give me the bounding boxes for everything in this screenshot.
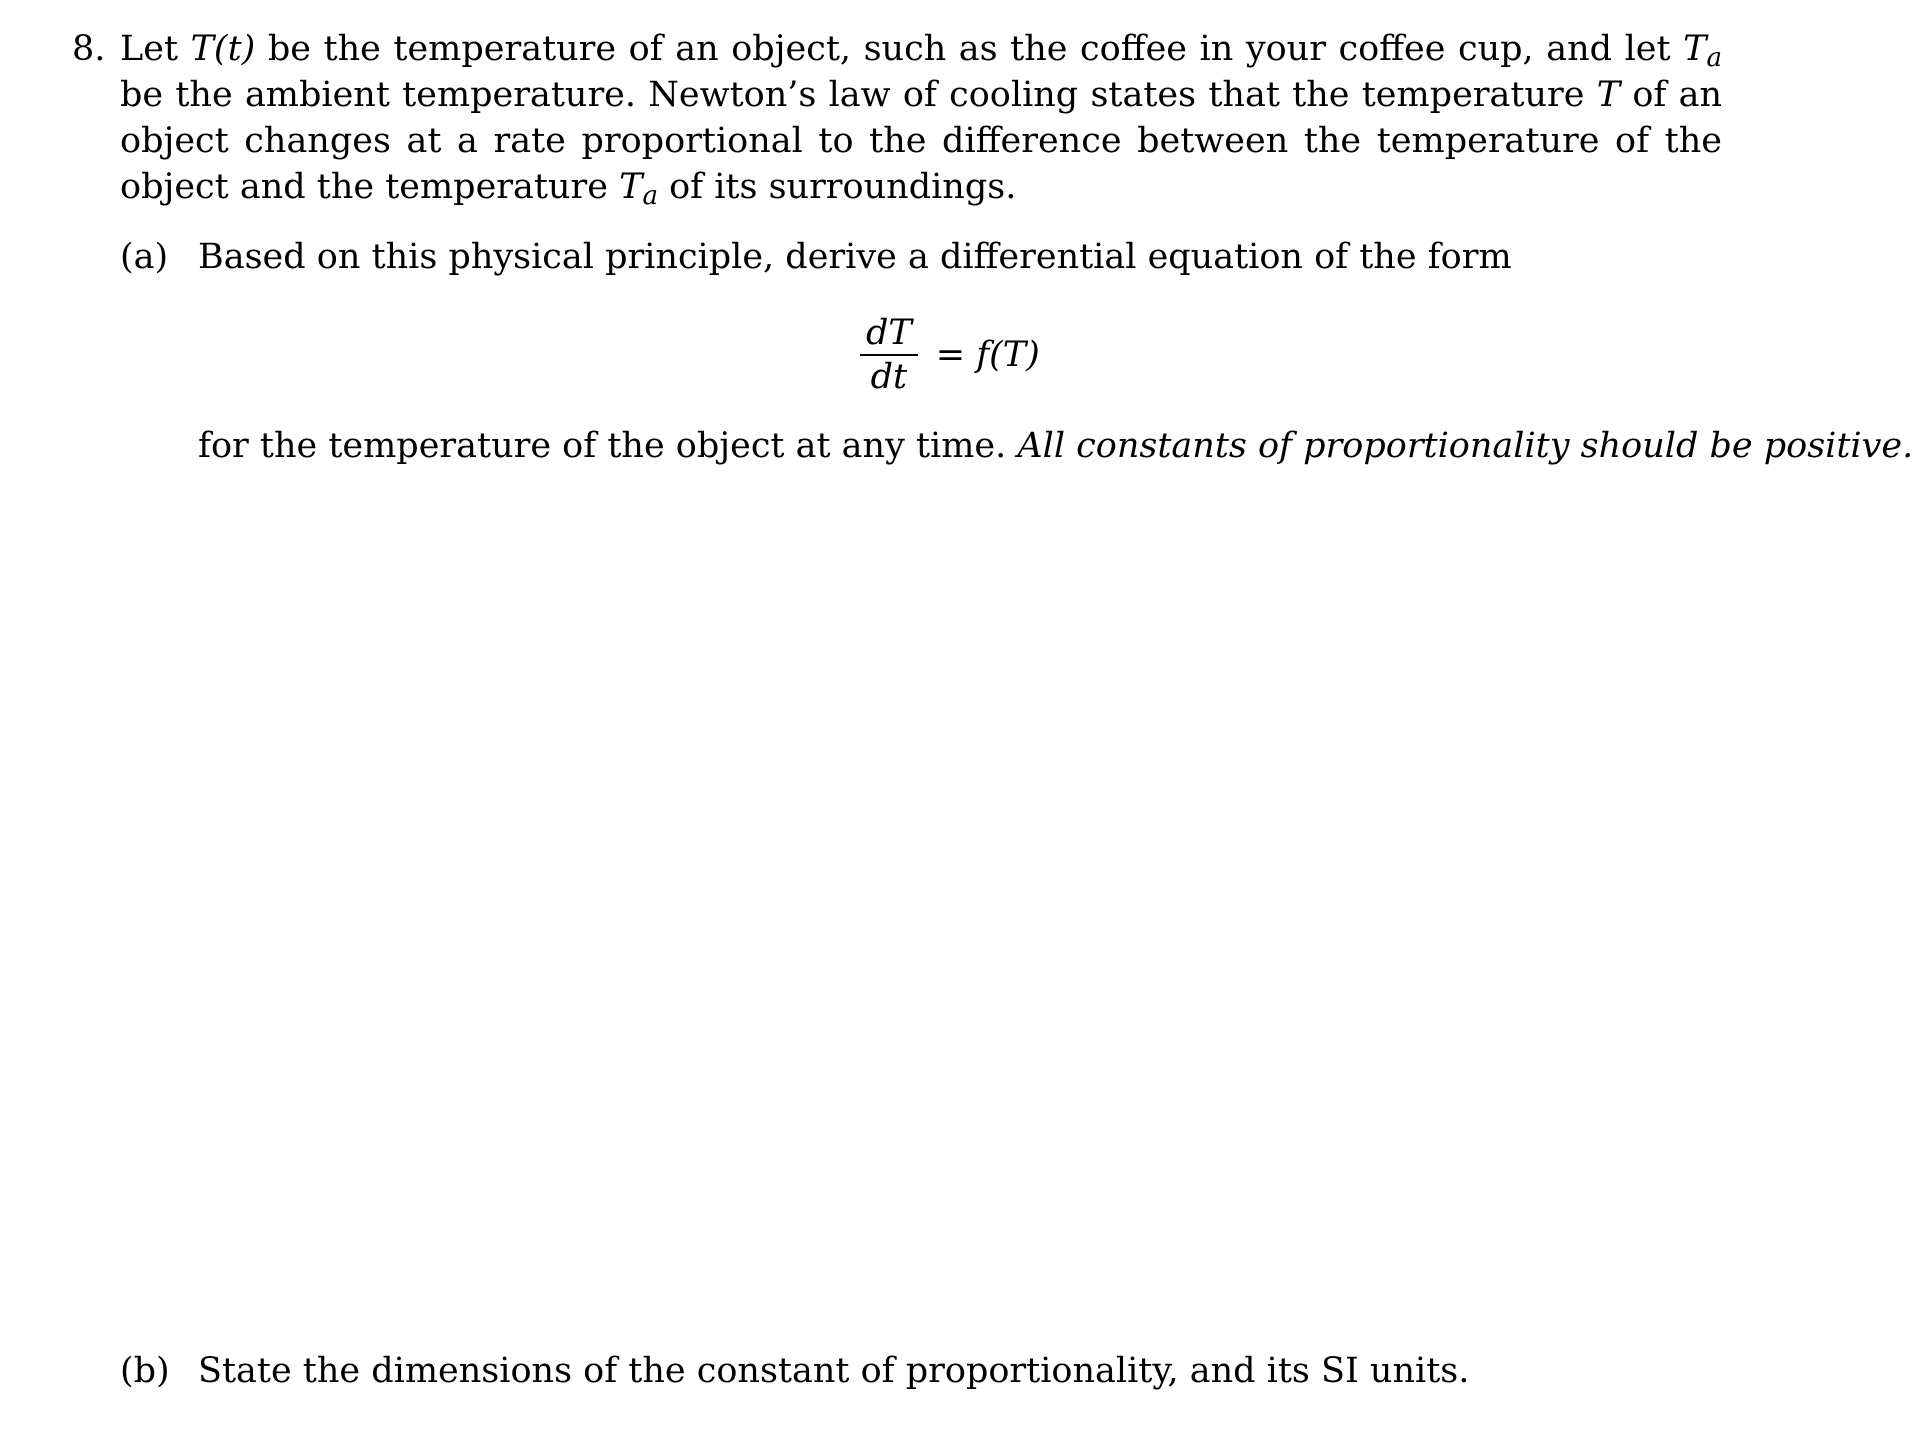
intro-text-1: Let <box>120 29 191 69</box>
part-a-label: (a) <box>120 237 169 277</box>
math-T-ambient: $T_a$ <box>1683 29 1722 73</box>
fraction-numerator: dT <box>860 312 918 356</box>
intro-text-2: be the temperature of an object, such as the coffee in your coffee cup, and let <box>255 29 1684 69</box>
math-T: T <box>1596 75 1621 115</box>
part-b-text: State the dimensions of the constant of proportionality, and its SI units. <box>198 1351 1470 1391</box>
fraction-denominator: dt <box>870 357 908 397</box>
part-b <box>120 1348 1469 1394</box>
math-subscript-a: a <box>1706 43 1722 73</box>
intro-text-4: of an object changes at a rate proportional to the difference between the temperature of the object and the temperature <box>120 75 1722 207</box>
part-a-text: Based on this physical principle, derive a differential equation of the form <box>198 237 1512 277</box>
fraction-dT-dt <box>860 312 918 398</box>
differential-equation <box>860 312 1040 398</box>
math-T-ambient-2: $T_a$ <box>619 167 658 211</box>
equation-rhs: = f(T) <box>935 335 1040 375</box>
part-a <box>120 234 1512 280</box>
part-b-label: (b) <box>120 1351 170 1391</box>
problem-number: 8. <box>72 29 106 69</box>
problem-8 <box>72 20 1722 210</box>
followup-text: for the temperature of the object at any time. <box>198 426 1018 466</box>
part-a-followup <box>198 423 1913 469</box>
followup-emphasis: All constants of proportionality should be positive. <box>1017 426 1913 466</box>
math-subscript-a-2: a <box>642 181 658 211</box>
intro-text-3: be the ambient temperature. Newton’s law of cooling states that the temperature <box>120 75 1597 115</box>
intro-text-5: of its surroundings. <box>657 167 1017 207</box>
math-T-of-t: T(t) <box>190 29 256 69</box>
problem-intro <box>120 20 1722 210</box>
